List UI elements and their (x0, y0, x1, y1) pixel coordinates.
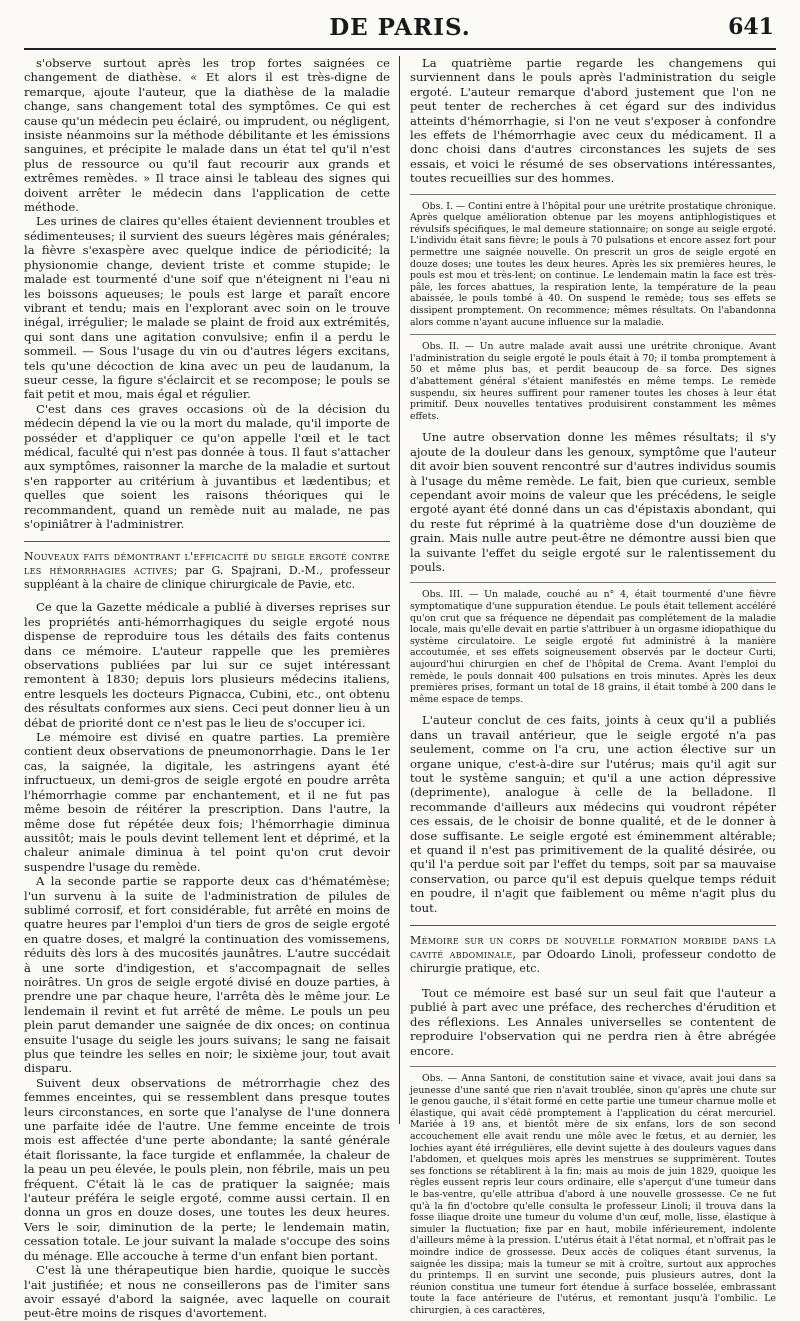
page-number: 641 (728, 14, 774, 40)
divider (410, 194, 776, 195)
paragraph: A la seconde partie se rapporte deux cas d'hématémèse; l'un survenu à la suite de l'administration de pilules de sublimé corrosif, et fort considérable, fut arrêté en moins de quatre heures par l'emploi d'un tiers de gros de seigle ergoté en quatre doses, et malgré la continuation des vomissemens, réduits dès lors à des mucosités jaunâtres. L'autre succédait à une sorte d'indigestion, et s'accompagnait de selles noirâtres. Un gros de seigle ergoté divisé en douze parties, à prendre une par chaque heure, l'arrêta dès le même jour. Le lendemain il revint et fut arrêté de même. Le pouls un peu plein parut demander une saignée de dix onces; on continua ensuite l'usage du seigle les jours suivans; le sang ne faisait plus que teindre les selles en noir; le sixième jour, tout avait disparu. (24, 874, 390, 1076)
left-column (24, 56, 390, 1321)
paragraph: C'est là une thérapeutique bien hardie, quoique le succès l'ait justifiée; et nous ne conseillerons pas de l'imiter sans avoir essayé d'abord la saignée, avec laquelle on courait peut-être moins de risques d'avortement. (24, 1263, 390, 1321)
divider (410, 334, 776, 335)
paragraph: Suivent deux observations de métrorrhagie chez des femmes enceintes, qui se ressemblent dans presque toutes leurs circonstances, en sorte que l'analyse de l'une donnera une parfaite idée de l'autre. Une femme enceinte de trois mois est affectée d'une perte abondante; la santé générale était florissante, la face turgide et enflammée, la chaleur de la peau un peu élevée, le pouls plein, non fébrile, mais un peu fréquent. C'était là le cas de pratiquer la saignée; mais l'auteur préféra le seigle ergoté, comme aussi certain. Il en donna un gros en douze doses, une toutes les deux heures. Vers le soir, diminution de la perte; le lendemain matin, cessation totale. Le jour suivant la malade s'occupe des soins du ménage. Elle accouche à terme d'un enfant bien portant. (24, 1075, 390, 1263)
paragraph: s'observe surtout après les trop fortes saignées ce changement de diathèse. « Et alors il est très-digne de remarque, ajoute l'auteur, que la diathèse de la maladie change, sans changement total des symptômes. Ce qui est cause qu'un médecin peu éclairé, ou imprudent, ou négligent, insiste néanmoins sur la méthode débilitante et les émissions sanguines, et précipite le malade dans un état tel qu'il n'est plus de ressource ou qu'il faut recourir aux grands et extrêmes remèdes. » Il trace ainsi le tableau des signes qui doivent arrêter le médecin dans l'application de cette méthode. (24, 56, 390, 215)
paragraph: Les urines de claires qu'elles étaient deviennent troubles et sédimenteuses; il survient des sueurs légères mais générales; la fièvre s'exaspère avec quelque indice de périodicité; la physionomie change, devient triste et comme stupide; le malade est tourmenté d'une soif que n'éteignent ni l'eau ni les boissons aqueuses; le pouls est large et paraît encore vibrant et tendu; mais en l'explorant avec soin on le trouve inégal, irrégulier; le malade se plaint de froid aux extrémités, qui sont dans une agitation convulsive; enfin il a perdu le sommeil. — Sous l'usage du vin ou d'autres légers excitans, tels qu'une décoction de kina avec un peu de laudanum, la sueur cesse, la figure s'éclaircit et se recompose; le pouls se fait petit et mou, mais égal et régulier. (24, 214, 390, 402)
paragraph: Tout ce mémoire est basé sur un seul fait que l'auteur a publié à part avec une préface, des recherches d'érudition et des réflexions. Les Annales universelles se contentent de reproduire l'observation qui ne perdra rien à être abrégée encore. (410, 986, 776, 1058)
observation-block (410, 194, 776, 423)
article-title-byline: par G. Spajrani, D.-M., professeur suppléant à la chaire de clinique chirurgicale de Pavie, etc. (24, 564, 390, 592)
page-header-title: DE PARIS. (329, 14, 471, 41)
observation-block (410, 1066, 776, 1316)
paragraph: Ce que la Gazette médicale a publié à diverses reprises sur les propriétés anti-hémorrhagiques du seigle ergoté nous dispense de reproduire tous les détails des faits contenus dans ce mémoire. L'auteur rappelle que les premières observations publiées par lui sur ce sujet intéressant remontent à 1830; depuis lors plusieurs médecins italiens, entre lesquels les docteurs Pignacca, Cubini, etc., ont obtenu des résultats conformes aux siens. Ceci peut donner lieu à un débat de priorité dont ce n'est pas le lieu de s'occuper ici. (24, 600, 390, 730)
column-divider (399, 56, 400, 1124)
paragraph: Une autre observation donne les mêmes résultats; il s'y ajoute de la douleur dans les genoux, symptôme que l'auteur dit avoir bien souvent rencontré sur d'autres individus soumis à l'usage du même remède. Le fait, bien que curieux, semble cependant avoir moins de valeur que les précédens, le seigle ergoté ayant été donné dans un cas d'épistaxis abondant, qui du reste fut réprimé à la quatrième dose d'un douzième de grain. Mais nulle autre peut-être ne démontre aussi bien que la suivante l'effet du seigle ergoté sur le ralentissement du pouls. (410, 430, 776, 574)
two-column-body (24, 56, 776, 1321)
observation-2: Obs. II. — Un autre malade avait aussi une urétrite chronique. Avant l'administration du seigle ergoté le pouls était à 70; il tomba promptement à 50 et même plus bas, et perdit beaucoup de sa force. Des signes d'abattement général s'étaient manifestés en même temps. Le remède suspendu, six heures suffirent pour ramener toutes les choses à leur état primitif. Deux nouvelles tentatives produisirent constamment les mêmes effets. (410, 341, 776, 422)
observation-4: Obs. — Anna Santoni, de constitution saine et vivace, avait joui dans sa jeunesse d'une santé que rien n'avait troublée, sinon qu'après une chute sur le genou gauche, il s'était formé en cette partie une tumeur charnue molle et élastique, qui avait cédé promptement à l'application du cérat mercuriel. Mariée à 19 ans, et bientôt mère de six enfans, lors de son second accouchement elle avait rendu une môle avec le fœtus, et au dernier, les lochies ayant été irrégulières, elle devint sujette à des douleurs vagues dans l'abdomen, et quelques mois après les menstrues se supprimèrent. Toutes ses fonctions se rétablirent à la fin; mais au mois de juin 1829, quoique les règles eussent repris leur cours ordinaire, elle s'aperçut d'une tumeur dans le bas-ventre, qu'elle attribua d'abord à une nouvelle grossesse. Ce ne fut qu'à la fin d'octobre qu'elle consulta le professeur Linoli; il trouva dans la fosse iliaque droite une tumeur du volume d'un œuf, molle, lisse, élastique à simuler la fluctuation; fixe par en haut, mobile inférieurement, indolente d'ailleurs même à la pression. L'utérus était à l'état normal, et n'offrait pas le moindre indice de grossesse. Deux accès de coliques étant survenus, la saignée les dissipa; mais la tumeur se mit à croître, surtout aux approches du printemps. Il en survint une seconde, puis plusieurs autres, dont la réunion constitua une tumeur fort étendue à surface bosselée, embrassant toute la face antérieure de l'utérus, et remontant jusqu'à l'ombilic. Le chirurgien, à ces caractères, (410, 1073, 776, 1316)
article-title-caps: Nouveaux faits démontrant l'efficacité du seigle ergoté contre les hémorrhagies actives; (24, 550, 390, 578)
divider (410, 1066, 776, 1067)
paragraph: L'auteur conclut de ces faits, joints à ceux qu'il a publiés dans un travail antérieur, que le seigle ergoté n'a pas seulement, comme on l'a cru, une action élective sur un organe unique, c'est-à-dire sur l'utérus; mais qu'il agit sur tout le système sanguin; et qu'il a une action dépressive (deprimente), analogue à celle de la belladone. Il recommande d'ailleurs aux médecins qui voudront répéter ces essais, de le choisir de bonne qualité, et de le donner à dose suffisante. Le seigle ergoté est éminemment altérable; et quand il n'est pas primitivement de la qualité désirée, ou qu'il l'a perdue soit par l'effet du temps, soit par sa mauvaise conservation, ou parce qu'il est depuis quelque temps réduit en poudre, il n'agit que faiblement ou même n'agit plus du tout. (410, 713, 776, 915)
article-title-byline: par Odoardo Linoli, professeur condotto de chirurgie pratique, etc. (410, 948, 776, 976)
article-title-caps: Mémoire sur un corps de nouvelle formation morbide dans la cavité abdominale, (410, 934, 776, 962)
observation-block (410, 582, 776, 705)
paragraph: La quatrième partie regarde les changemens qui surviennent dans le pouls après l'administration du seigle ergoté. L'auteur remarque d'abord justement que l'on ne peut tenter de recherches à cet égard sur des individus atteints d'hémorrhagie, si l'on ne veut s'exposer à confondre les effets de l'hémorrhagie avec ceux du médicament. Il a donc choisi dans d'autres circonstances les sujets de ses essais, et voici le résumé de ses observations intéressantes, toutes recueillies sur des hommes. (410, 56, 776, 186)
article-title (410, 925, 776, 976)
article-title (24, 541, 390, 592)
right-column (410, 56, 776, 1316)
paragraph: Le mémoire est divisé en quatre parties. La première contient deux observations de pneumonorrhagie. Dans le 1er cas, la saignée, la digitale, les astringens ayant été infructueux, un demi-gros de seigle ergoté en poudre arrêta l'hémorrhagie comme par enchantement, et il ne fut pas même besoin de réitérer la prescription. Dans l'autre, la même dose fut répétée deux fois; l'hémorrhagie diminua aussitôt; mais le pouls devint tellement lent et déprimé, et la chaleur animale diminua à tel point qu'on crut devoir suspendre l'usage du remède. (24, 730, 390, 874)
paragraph: C'est dans ces graves occasions où de la décision du médecin dépend la vie ou la mort du malade, qu'il importe de posséder et d'appliquer ce qu'on appelle l'œil et le tact médical, faculté qui n'est pas donnée à tous. Il faut s'attacher aux symptômes, raisonner la marche de la maladie et surtout s'en rapporter au critérium à juvantibus et lædentibus; et quelles que soient les raisons théoriques qui le recommandent, quand un remède nuit au malade, ne pas s'opiniâtrer à l'administrer. (24, 401, 390, 531)
observation-3: Obs. III. — Un malade, couché au n° 4, était tourmenté d'une fièvre symptomatique d'une suppuration étendue. Le pouls était tellement accéléré qu'on crut que sa fréquence ne dépendait pas complétement de la maladie locale, mais qu'elle devait en partie s'attribuer à un orgasme idiopathique du système circulatoire. Le seigle ergoté fut administré à la manière accoutumée, et ses effets soigneusement observés par le docteur Curti, aujourd'hui chirurgien en chef de l'hôpital de Crema. Avant l'emploi du remède, le pouls donnait 400 pulsations en trois minutes. Après les deux premières prises, formant un total de 18 grains, il était tombé à 200 dans le même espace de temps. (410, 589, 776, 705)
page-header (24, 14, 776, 50)
observation-1: Obs. I. — Contini entre à l'hôpital pour une urétrite prostatique chronique. Après quelque amélioration obtenue par les moyens antiphlogistiques et révulsifs spécifiques, le mal demeure stationnaire; on songe au seigle ergoté. L'individu était sans fièvre; le pouls à 70 pulsations et encore assez fort pour permettre une saignée nouvelle. On prescrit un gros de seigle ergoté en douze doses; une toutes les deux heures. Après les six premières heures, le pouls est mou et très-lent; on continue. Le lendemain matin la face est très-pâle, les forces abattues, la respiration lente, la température de la peau abaissée, le pouls tombé à 40. On suspend le remède; tous ses effets se dissipent promptement. On recommence; mêmes résultats. On l'abandonna alors comme n'ayant aucune influence sur la maladie. (410, 200, 776, 328)
divider (410, 582, 776, 583)
